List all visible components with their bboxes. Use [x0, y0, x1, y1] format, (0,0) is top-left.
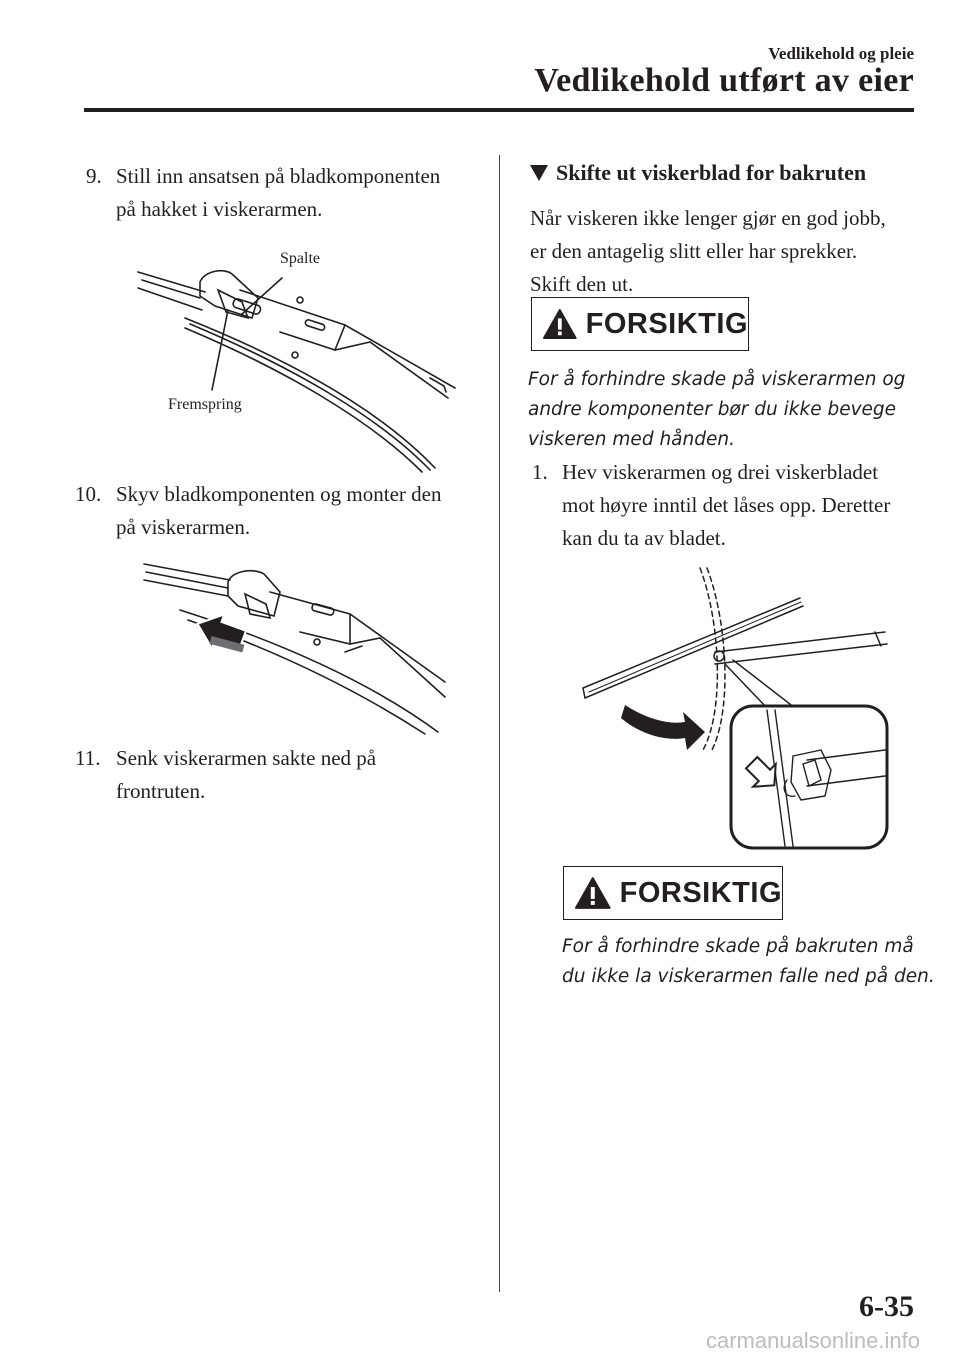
caution-line: du ikke la viskerarmen falle ned på den. [562, 966, 935, 987]
step-number: 10. [75, 482, 102, 506]
step-text: på viskerarmen. [116, 515, 251, 539]
header-rule [84, 108, 914, 112]
caution-box [563, 866, 783, 920]
step-10 [75, 478, 441, 544]
step-9 [86, 160, 440, 226]
step-text: Senk viskerarmen sakte ned på [116, 746, 377, 770]
caution-line: For å forhindre skade på bakruten må [562, 936, 914, 957]
figure-rear-wiper [575, 560, 895, 855]
step-number: 1. [532, 460, 548, 484]
step-number: 11. [75, 746, 101, 770]
step-text: kan du ta av bladet. [562, 526, 726, 550]
step-1 [532, 456, 890, 555]
intro-line: Skift den ut. [530, 272, 634, 296]
intro-paragraph [530, 202, 920, 301]
page-number: 6-35 [859, 1290, 914, 1323]
step-text: frontruten. [116, 779, 206, 803]
intro-line: Når viskeren ikke lenger gjør en god jobb, [530, 206, 886, 230]
triangle-bullet-icon [530, 165, 548, 181]
footer-watermark: carmanualsonline.info [705, 1328, 920, 1353]
figure-slide-blade [140, 552, 450, 737]
callout-slot: Spalte [280, 250, 320, 267]
running-header-section: Vedlikehold og pleie [768, 44, 914, 63]
warning-triangle-icon [574, 876, 612, 910]
caution-box [531, 297, 749, 351]
caution-line: viskeren med hånden. [528, 429, 735, 450]
callout-protrusion: Fremspring [168, 396, 242, 413]
caution-text [528, 365, 905, 455]
step-text: på hakket i viskerarmen. [116, 197, 323, 221]
step-number: 9. [86, 164, 102, 188]
caution-text [562, 932, 935, 992]
column-divider [499, 155, 500, 1292]
page-title: Vedlikehold utført av eier [534, 62, 914, 99]
warning-triangle-icon [542, 307, 578, 341]
caution-label: FORSIKTIG [619, 876, 782, 909]
section-heading [530, 160, 866, 186]
step-text: Skyv bladkomponenten og monter den [116, 482, 442, 506]
step-text: Still inn ansatsen på bladkomponenten [116, 164, 441, 188]
step-11 [75, 742, 376, 808]
step-text: mot høyre inntil det låses opp. Deretter [562, 493, 891, 517]
caution-line: For å forhindre skade på viskerarmen og [528, 369, 906, 390]
section-heading-text: Skifte ut viskerblad for bakruten [556, 160, 867, 185]
figure-wiper-slot [130, 240, 460, 475]
caution-label: FORSIKTIG [585, 307, 748, 340]
intro-line: er den antagelig slitt eller har sprekker. [530, 239, 858, 263]
step-text: Hev viskerarmen og drei viskerbladet [562, 460, 879, 484]
caution-line: andre komponenter bør du ikke bevege [528, 399, 897, 420]
